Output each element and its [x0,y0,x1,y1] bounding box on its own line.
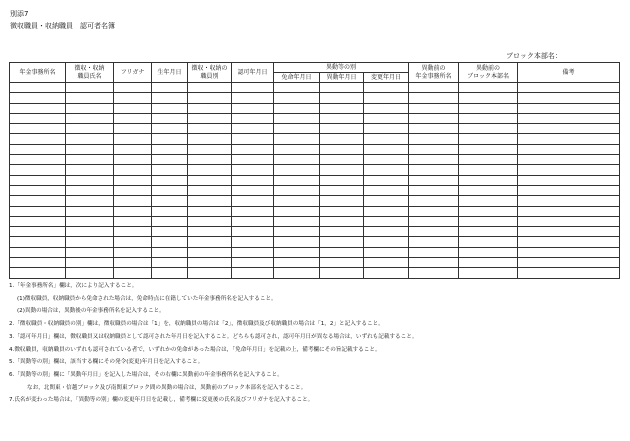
table-cell [320,155,364,165]
table-cell [66,155,114,165]
table-cell [188,247,232,257]
table-cell [114,93,152,103]
table-cell [518,268,620,278]
table-cell [274,258,320,268]
table-cell [188,124,232,134]
table-cell [66,134,114,144]
table-cell [518,124,620,134]
table-row [10,206,620,216]
table-cell [188,237,232,247]
table-cell [274,155,320,165]
annex-label: 別添7 [10,10,29,18]
table-cell [10,83,66,93]
table-cell [188,227,232,237]
table-cell [518,155,620,165]
table-row [10,124,620,134]
table-cell [409,103,459,113]
table-cell [409,258,459,268]
table-cell [152,155,188,165]
table-cell [518,196,620,206]
note-6-addendum: なお，北関東・信越ブロック及び南関東ブロック間の異動の場合は，異動前のブロック本部名を記入すること。 [27,384,307,391]
table-row [10,196,620,206]
table-cell [364,216,409,226]
table-cell [364,124,409,134]
table-cell [152,258,188,268]
roster-table-body [10,83,620,279]
header-staff-type: 徴収・収納の 職員別 [188,63,232,83]
table-cell [232,268,274,278]
table-cell [114,237,152,247]
header-prev-block: 異動前の ブロック本部名 [459,63,518,83]
table-cell [66,144,114,154]
table-cell [152,134,188,144]
table-cell [320,134,364,144]
table-row [10,237,620,247]
table-cell [459,83,518,93]
table-cell [114,258,152,268]
table-cell [459,237,518,247]
table-cell [409,113,459,123]
header-transfer-group: 異動等の別 [274,63,409,73]
table-cell [188,134,232,144]
header-staff-name: 徴収・収納 職員氏名 [66,63,114,83]
table-cell [409,227,459,237]
table-cell [459,155,518,165]
table-cell [274,196,320,206]
table-cell [10,134,66,144]
table-row [10,83,620,93]
header-transfer-date: 異動年月日 [320,73,364,83]
table-cell [232,196,274,206]
header-approval-date: 認可年月日 [232,63,274,83]
table-cell [66,216,114,226]
table-cell [114,113,152,123]
table-cell [320,237,364,247]
table-cell [188,258,232,268]
table-cell [459,185,518,195]
table-row [10,93,620,103]
table-cell [409,134,459,144]
table-cell [188,206,232,216]
table-cell [188,196,232,206]
note-3: 3.「認可年月日」欄は，徴収職員又は収納職員として認可された年月日を記入すること。どちらも認可され，認可年月日が異なる場合は，いずれも記載すること。 [9,333,418,340]
table-cell [364,196,409,206]
table-cell [10,196,66,206]
table-cell [188,185,232,195]
table-cell [320,124,364,134]
table-cell [66,113,114,123]
table-cell [274,124,320,134]
table-cell [66,165,114,175]
table-cell [10,247,66,257]
table-cell [66,175,114,185]
table-cell [232,113,274,123]
table-cell [320,93,364,103]
table-cell [518,216,620,226]
table-cell [114,268,152,278]
table-cell [364,144,409,154]
table-cell [320,227,364,237]
table-cell [518,93,620,103]
table-row [10,134,620,144]
table-cell [274,247,320,257]
header-dismissal-date: 免命年月日 [274,73,320,83]
table-cell [152,196,188,206]
table-cell [274,268,320,278]
note-5: 5.「異動等の別」欄は，該当する欄にその発令(変更)年月日を記入すること。 [9,359,204,366]
table-cell [518,185,620,195]
table-cell [152,113,188,123]
table-cell [114,103,152,113]
table-cell [409,93,459,103]
table-cell [10,103,66,113]
table-cell [232,216,274,226]
table-cell [364,185,409,195]
table-cell [188,144,232,154]
table-cell [459,134,518,144]
table-cell [152,237,188,247]
table-cell [232,206,274,216]
table-cell [66,124,114,134]
table-cell [152,144,188,154]
table-cell [274,93,320,103]
table-cell [320,216,364,226]
table-row [10,165,620,175]
note-1: 1.「年金事務所名」欄は，次により記入すること。 [9,283,138,289]
header-pension-office: 年金事務所名 [10,63,66,83]
table-cell [518,83,620,93]
table-row [10,268,620,278]
table-cell [459,165,518,175]
table-cell [274,165,320,175]
table-cell [364,258,409,268]
table-cell [364,247,409,257]
table-cell [409,124,459,134]
table-cell [364,134,409,144]
table-cell [518,165,620,175]
header-remarks: 備考 [518,63,620,83]
note-2: 2.「徴収職員・収納職員の別」欄は，徴収職員の場合は「1」を，収納職員の場合は「2」，徴収職員及び収納職員の場合は「1，2」と記入すること。 [9,321,384,328]
table-cell [518,237,620,247]
table-cell [320,113,364,123]
table-cell [459,124,518,134]
table-cell [66,237,114,247]
table-cell [320,175,364,185]
document-title: 徴収職員・収納職員 認可者名簿 [10,22,115,30]
table-cell [232,103,274,113]
table-cell [188,93,232,103]
note-1-1: (1)徴収職員，収納職員から免命された場合は，免命時点に在籍していた年金事務所名を記入すること。 [17,295,277,302]
table-cell [66,268,114,278]
table-cell [518,175,620,185]
table-cell [232,83,274,93]
table-cell [10,144,66,154]
table-cell [518,144,620,154]
table-cell [66,196,114,206]
table-cell [320,247,364,257]
table-cell [459,258,518,268]
table-cell [232,144,274,154]
table-cell [66,83,114,93]
table-cell [232,258,274,268]
table-cell [66,93,114,103]
table-cell [152,103,188,113]
header-change-date: 変更年月日 [364,73,409,83]
table-cell [188,103,232,113]
table-cell [114,165,152,175]
table-cell [364,93,409,103]
table-cell [114,144,152,154]
note-1-2: (2)異動の場合は，異動後の年金事務所名を記入すること。 [17,308,165,315]
table-row [10,155,620,165]
table-cell [518,103,620,113]
table-cell [232,175,274,185]
table-cell [66,247,114,257]
table-cell [364,175,409,185]
note-6: 6.「異動等の別」欄に「異動年月日」を記入した場合は，その右欄に異動前の年金事務所名を記入すること。 [9,371,283,378]
table-cell [320,206,364,216]
table-cell [152,216,188,226]
table-cell [409,237,459,247]
table-cell [459,227,518,237]
table-cell [114,196,152,206]
table-cell [232,227,274,237]
table-cell [10,237,66,247]
table-cell [518,206,620,216]
block-headquarters-field-label: ブロック本部名： [506,52,562,60]
table-cell [409,144,459,154]
table-cell [10,185,66,195]
table-cell [459,216,518,226]
table-cell [274,83,320,93]
table-cell [232,247,274,257]
table-cell [114,227,152,237]
table-cell [188,83,232,93]
table-cell [232,134,274,144]
table-row [10,247,620,257]
table-cell [274,134,320,144]
table-cell [188,268,232,278]
table-cell [66,206,114,216]
table-cell [232,237,274,247]
table-cell [320,165,364,175]
table-cell [114,247,152,257]
table-cell [66,185,114,195]
table-cell [409,185,459,195]
table-cell [320,196,364,206]
table-cell [152,124,188,134]
table-cell [114,83,152,93]
table-cell [409,206,459,216]
table-cell [188,175,232,185]
table-cell [320,258,364,268]
table-cell [232,124,274,134]
table-cell [320,103,364,113]
table-cell [409,247,459,257]
table-cell [409,155,459,165]
table-cell [10,206,66,216]
table-cell [232,185,274,195]
table-cell [152,175,188,185]
table-cell [409,165,459,175]
table-cell [518,113,620,123]
table-cell [459,113,518,123]
table-cell [364,227,409,237]
table-cell [518,227,620,237]
header-furigana: フリガナ [114,63,152,83]
table-cell [10,258,66,268]
table-cell [364,103,409,113]
table-cell [152,83,188,93]
table-cell [274,206,320,216]
table-cell [409,196,459,206]
table-cell [274,237,320,247]
table-cell [66,258,114,268]
table-cell [232,155,274,165]
table-cell [364,83,409,93]
table-cell [364,113,409,123]
table-cell [274,113,320,123]
table-cell [274,227,320,237]
table-cell [459,93,518,103]
table-cell [152,247,188,257]
table-cell [274,175,320,185]
table-cell [518,134,620,144]
table-cell [66,227,114,237]
table-cell [364,165,409,175]
table-cell [364,268,409,278]
table-cell [459,196,518,206]
table-cell [10,227,66,237]
table-cell [364,237,409,247]
table-cell [152,227,188,237]
table-cell [232,93,274,103]
table-cell [274,144,320,154]
table-cell [188,155,232,165]
table-cell [459,175,518,185]
table-cell [114,175,152,185]
table-cell [10,175,66,185]
table-cell [518,258,620,268]
table-cell [459,268,518,278]
table-cell [114,134,152,144]
table-row [10,258,620,268]
table-cell [188,165,232,175]
roster-table [9,62,620,279]
table-cell [459,247,518,257]
table-cell [152,206,188,216]
table-cell [152,268,188,278]
table-cell [10,165,66,175]
table-cell [66,103,114,113]
table-cell [10,113,66,123]
table-cell [152,93,188,103]
table-cell [114,155,152,165]
table-row [10,216,620,226]
table-cell [114,206,152,216]
table-cell [518,247,620,257]
table-cell [274,185,320,195]
table-row [10,227,620,237]
table-cell [274,216,320,226]
table-cell [114,185,152,195]
table-cell [114,124,152,134]
roster-table-container [9,62,619,279]
table-cell [10,124,66,134]
table-cell [320,185,364,195]
table-cell [10,93,66,103]
table-cell [409,83,459,93]
table-row [10,103,620,113]
table-cell [10,155,66,165]
table-cell [364,206,409,216]
table-cell [409,268,459,278]
table-cell [152,185,188,195]
table-cell [409,216,459,226]
table-cell [320,268,364,278]
note-7: 7.氏名が変わった場合は，「異動等の別」欄の変更年月日を記載し，備考欄に変更後の氏名及びフリガナを記入すること。 [9,397,314,404]
header-birth-date: 生年月日 [152,63,188,83]
table-row [10,185,620,195]
table-cell [459,206,518,216]
header-prev-office: 異動前の 年金事務所名 [409,63,459,83]
note-4: 4.徴収職員，収納職員のいずれも認可されている者で，いずれかの免命があった場合は，「免命年月日」を記載の上，備考欄にその旨記載すること。 [9,346,381,353]
table-cell [232,165,274,175]
table-cell [114,216,152,226]
table-cell [10,268,66,278]
table-cell [274,103,320,113]
table-row [10,175,620,185]
table-cell [320,83,364,93]
table-cell [364,155,409,165]
table-cell [188,113,232,123]
table-row [10,113,620,123]
table-cell [409,175,459,185]
table-cell [459,144,518,154]
table-cell [320,144,364,154]
table-row [10,144,620,154]
table-cell [459,103,518,113]
table-cell [152,165,188,175]
table-cell [188,216,232,226]
table-cell [10,216,66,226]
